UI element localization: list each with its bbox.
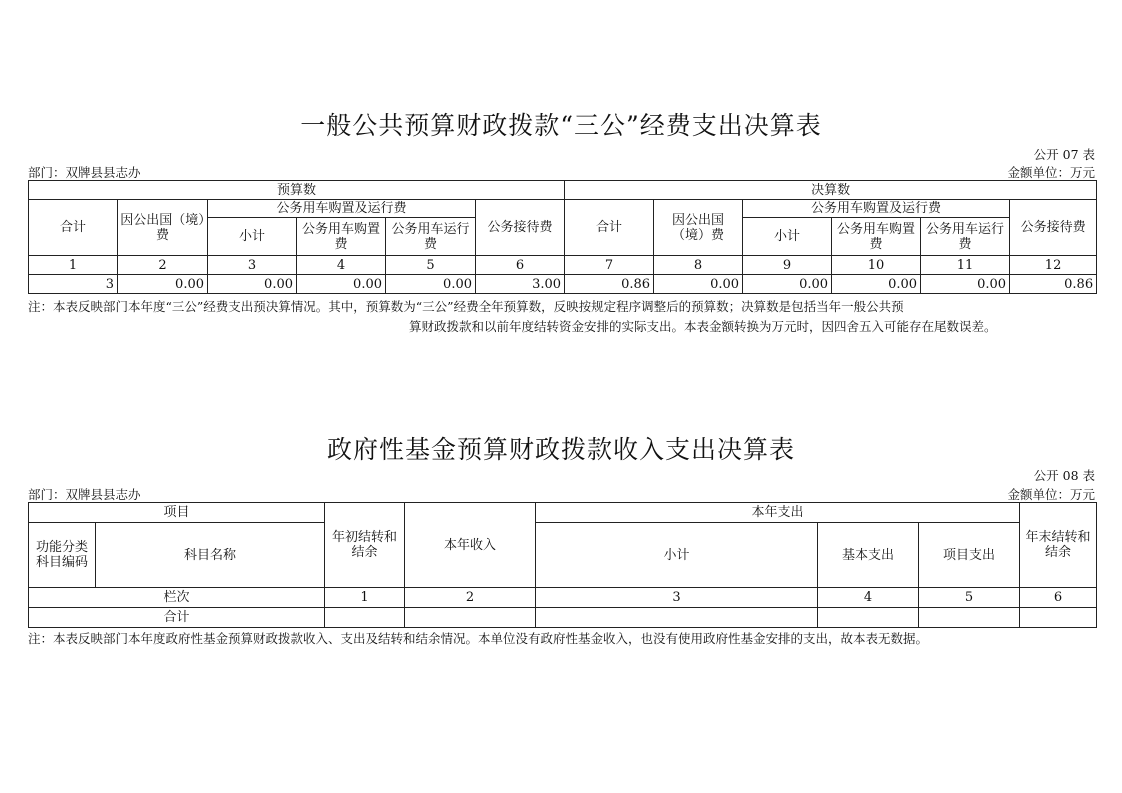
header-final-reception: 公务接待费	[1010, 200, 1097, 256]
column-number: 2	[118, 256, 208, 275]
table-row	[29, 275, 1097, 294]
column-number: 11	[921, 256, 1010, 275]
header-expense: 本年支出	[536, 503, 1020, 523]
value-cell: 0.00	[208, 275, 297, 294]
column-number: 4	[818, 588, 919, 608]
empty-cell	[1020, 608, 1097, 628]
table08-unit: 金额单位：万元	[1007, 487, 1095, 502]
header-final-car: 公务用车购置及运行费	[743, 200, 1010, 218]
header-budget-car-run: 公务用车运行费	[386, 218, 476, 256]
header-final-abroad: 因公出国（境）费	[654, 200, 743, 256]
table07-note-line1: 注：本表反映部门本年度“三公”经费支出预决算情况。其中，预算数为“三公”经费全年预算数，反映按规定程序调整后的预算数；决算数是包括当年一般公共预	[28, 299, 904, 314]
header-final-subtotal: 小计	[743, 218, 832, 256]
header-income: 本年收入	[405, 503, 536, 588]
value-cell: 3.00	[476, 275, 565, 294]
group-final: 决算数	[565, 181, 1097, 200]
table08-title: 政府性基金预算财政拨款收入支出决算表	[326, 435, 795, 464]
table07-code: 公开 07 表	[1033, 147, 1095, 162]
header-budget-subtotal: 小计	[208, 218, 297, 256]
empty-cell	[818, 608, 919, 628]
header-budget-reception: 公务接待费	[476, 200, 565, 256]
table07-title: 一般公共预算财政拨款“三公”经费支出决算表	[300, 111, 822, 140]
value-cell: 0.00	[297, 275, 386, 294]
header-final-car-buy: 公务用车购置费	[832, 218, 921, 256]
header-budget-abroad: 因公出国（境）费	[118, 200, 208, 256]
header-end-balance: 年末结转和结余	[1020, 503, 1097, 588]
empty-cell	[536, 608, 818, 628]
column-number: 6	[476, 256, 565, 275]
header-final-car-run: 公务用车运行费	[921, 218, 1010, 256]
value-cell: 0.00	[654, 275, 743, 294]
table07	[28, 180, 1097, 294]
value-cell: 0.00	[743, 275, 832, 294]
column-number: 5	[919, 588, 1020, 608]
column-number: 12	[1010, 256, 1097, 275]
header-budget-car-buy: 公务用车购置费	[297, 218, 386, 256]
value-cell: 3	[29, 275, 118, 294]
column-number: 7	[565, 256, 654, 275]
column-number: 3	[208, 256, 297, 275]
column-number: 9	[743, 256, 832, 275]
column-number: 2	[405, 588, 536, 608]
header-final-total: 合计	[565, 200, 654, 256]
value-cell: 0.86	[1010, 275, 1097, 294]
column-number: 3	[536, 588, 818, 608]
table08	[28, 502, 1097, 628]
column-number: 10	[832, 256, 921, 275]
header-project-expense: 项目支出	[919, 523, 1020, 588]
table-row	[29, 608, 1097, 628]
column-number: 6	[1020, 588, 1097, 608]
column-number: 4	[297, 256, 386, 275]
value-cell: 0.00	[832, 275, 921, 294]
header-subject: 科目名称	[96, 523, 325, 588]
column-number: 1	[325, 588, 405, 608]
value-cell: 0.00	[921, 275, 1010, 294]
row-label: 栏次	[29, 588, 325, 608]
column-number: 8	[654, 256, 743, 275]
table08-note: 注：本表反映部门本年度政府性基金预算财政拨款收入、支出及结转和结余情况。本单位没有政府性基金收入，也没有使用政府性基金安排的支出，故本表无数据。	[28, 631, 929, 646]
header-func-code: 功能分类科目编码	[29, 523, 96, 588]
column-number: 1	[29, 256, 118, 275]
column-number-row	[29, 256, 1097, 275]
empty-cell	[919, 608, 1020, 628]
header-expense-subtotal: 小计	[536, 523, 818, 588]
table07-unit: 金额单位：万元	[1007, 165, 1095, 180]
header-item: 项目	[29, 503, 325, 523]
column-number: 5	[386, 256, 476, 275]
header-budget-total: 合计	[29, 200, 118, 256]
group-budget: 预算数	[29, 181, 565, 200]
header-basic-expense: 基本支出	[818, 523, 919, 588]
header-begin-balance: 年初结转和结余	[325, 503, 405, 588]
value-cell: 0.00	[386, 275, 476, 294]
column-number-row	[29, 588, 1097, 608]
table07-note-line2: 算财政拨款和以前年度结转资金安排的实际支出。本表金额转换为万元时，因四舍五入可能存在尾数误差。	[409, 319, 997, 334]
header-budget-car: 公务用车购置及运行费	[208, 200, 476, 218]
empty-cell	[405, 608, 536, 628]
table08-code: 公开 08 表	[1033, 468, 1095, 483]
value-cell: 0.00	[118, 275, 208, 294]
table08-department: 部门：双牌县县志办	[28, 487, 141, 502]
total-label: 合计	[29, 608, 325, 628]
empty-cell	[325, 608, 405, 628]
value-cell: 0.86	[565, 275, 654, 294]
table07-department: 部门：双牌县县志办	[28, 165, 141, 180]
